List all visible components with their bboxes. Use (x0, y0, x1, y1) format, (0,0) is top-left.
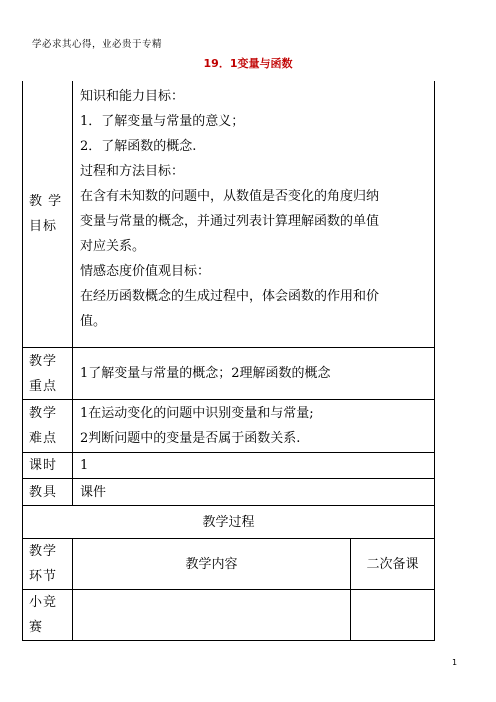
stage-label-line1: 小竞 (29, 595, 58, 610)
goals-label (23, 81, 73, 348)
stage-header-label-line1: 教学 (29, 544, 58, 559)
notes-column-header: 二次备课 (351, 539, 435, 590)
header-note: 学必求其心得，业必贵于专精 (32, 39, 163, 50)
goals-content (73, 81, 435, 348)
hours-row (23, 453, 435, 479)
goals-line: 在经历函数概念的生成过程中，体会函数的作用和价 (80, 289, 380, 304)
goals-label-line1: 教 学 (29, 194, 63, 209)
stage-notes-cell (351, 590, 435, 641)
key-points-label-line2: 重点 (29, 378, 58, 394)
goals-line: 对应关系。 (80, 239, 146, 254)
goals-line: 知识和能力目标： (80, 89, 185, 104)
tools-value: 课件 (73, 479, 435, 506)
hours-value: 1 (73, 453, 435, 479)
goals-line: 情感态度价值观目标： (80, 264, 211, 279)
stage-label (23, 590, 73, 641)
difficulties-line1: 1在运动变化的问题中识别变量和与常量; (80, 406, 314, 421)
stage-row (23, 590, 435, 641)
difficulties-label-line1: 教学 (29, 406, 58, 421)
stage-header-row (23, 539, 435, 590)
lesson-plan-table (22, 81, 435, 641)
key-points-label-line1: 教学 (29, 353, 58, 369)
goals-line: 变量与常量的概念，并通过列表计算理解函数的单值 (80, 214, 380, 229)
goals-line: 1．了解变量与常量的意义； (80, 114, 245, 129)
process-header-row (23, 506, 435, 539)
goals-line: 值。 (80, 314, 107, 329)
difficulties-content (73, 400, 435, 453)
difficulties-line2: 2判断问题中的变量是否属于函数关系. (80, 431, 301, 446)
goals-line: 过程和方法目标： (80, 164, 185, 179)
goals-row (23, 81, 435, 348)
key-points-label (23, 348, 73, 400)
page-number: 1 (452, 658, 458, 667)
stage-content-cell (73, 590, 351, 641)
key-points-text: 1了解变量与常量的概念；2理解函数的概念 (80, 366, 331, 381)
goals-label-line2: 目标 (29, 219, 58, 234)
difficulties-row (23, 400, 435, 453)
hours-label: 课时 (23, 453, 73, 479)
key-points-content (73, 348, 435, 400)
stage-label-line2: 赛 (29, 620, 44, 635)
difficulties-label (23, 400, 73, 453)
document-title: 19．1变量与函数 (203, 57, 293, 70)
key-points-row (23, 348, 435, 400)
difficulties-label-line2: 难点 (29, 431, 58, 446)
stage-header-label-line2: 环节 (29, 569, 58, 584)
process-header: 教学过程 (23, 506, 435, 539)
tools-label: 教具 (23, 479, 73, 506)
goals-line: 在含有未知数的问题中，从数值是否变化的角度归纳 (80, 189, 380, 204)
goals-line: 2．了解函数的概念. (80, 139, 197, 154)
tools-row (23, 479, 435, 506)
content-column-header: 教学内容 (73, 539, 351, 590)
stage-header-label (23, 539, 73, 590)
